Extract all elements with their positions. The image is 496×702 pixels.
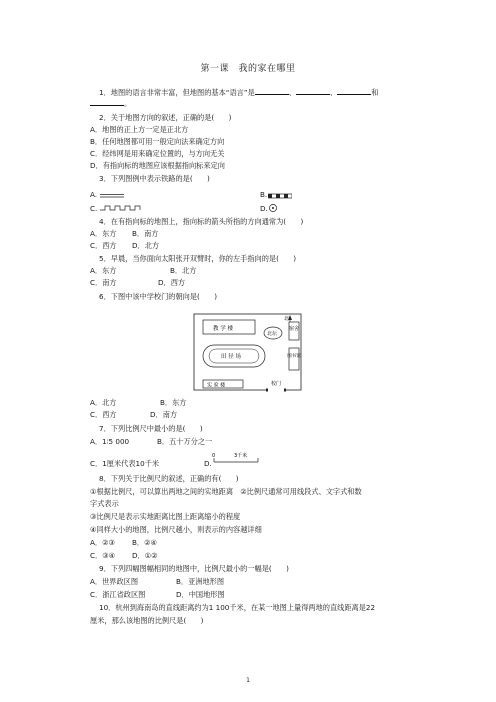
q3-option-b[interactable] [260, 190, 267, 199]
q2-option-a[interactable]: A．地图的正上方一定是正北方 [90, 125, 189, 134]
q6-stem: 6．下图中该中学校门的朝向是( ) [99, 292, 217, 301]
legend-double-line-icon [100, 193, 124, 199]
q4-option-d[interactable]: D．北方 [132, 241, 160, 250]
q3-d-label: D. [260, 204, 268, 213]
line-scale-bar-icon [212, 450, 262, 466]
q6-option-c[interactable]: C．西方 [90, 410, 117, 419]
q2-option-b[interactable]: B．任何地图都可用一般定向法来确定方向 [90, 137, 225, 146]
q8-option-a[interactable]: A．②③ [90, 538, 115, 547]
scale-distance-label: 3千米 [234, 453, 248, 459]
q1-sep: 、 [329, 88, 338, 97]
q5-option-d[interactable]: D．西方 [158, 278, 186, 287]
q3-b-label: B. [260, 190, 268, 199]
dorm-label: 宿舍 [288, 326, 300, 332]
question-1 [99, 88, 378, 97]
q2-stem: 2．关于地图方向的叙述，正确的是( ) [99, 113, 232, 122]
q5-option-b[interactable]: B．北方 [170, 266, 197, 275]
q8-statement-3: ③比例尺是表示实地距离比图上距离缩小的程度 [90, 512, 241, 521]
q6-option-a[interactable]: A．北方 [90, 398, 117, 407]
q1-end: 。 [124, 99, 132, 108]
q7-option-a[interactable]: A．1∶5 000 [90, 437, 130, 446]
q4-option-b[interactable]: B．南方 [132, 229, 159, 238]
railway-legend-icon [268, 193, 292, 199]
q9-option-a[interactable]: A．世界政区图 [90, 577, 139, 586]
q9-stem: 9．下列四幅图幅相同的地图中，比例尺最小的一幅是( ) [99, 564, 289, 573]
q5-option-a[interactable]: A．东方 [90, 266, 117, 275]
q1-blank-1[interactable] [255, 88, 289, 95]
q3-option-a[interactable] [90, 190, 97, 199]
scale-zero-label: 0 [212, 453, 216, 459]
q1-blank-2[interactable] [296, 88, 330, 95]
q10-stem-line-1: 10．杭州到海南岛的直线距离约为1 100千米，在某一地图上量得两地的直线距离是22 [99, 603, 376, 612]
q7-option-d[interactable] [204, 459, 212, 468]
q3-option-c[interactable] [90, 204, 97, 213]
teaching-building-label: 教 学 楼 [213, 326, 233, 332]
q3-a-label: A. [90, 190, 98, 199]
q7-option-b[interactable]: B．五十万分之一 [157, 437, 213, 446]
q8-statement-2-cont: 字式表示 [90, 499, 119, 508]
q8-option-d[interactable]: D．①② [132, 551, 158, 560]
q1-sep: 、 [288, 88, 296, 97]
q6-option-b[interactable]: B．东方 [160, 398, 187, 407]
page-title: 第一课 我的家在哪里 [200, 64, 296, 74]
q5-option-c[interactable]: C．南方 [90, 278, 117, 287]
forum-label: 北坛 [267, 331, 278, 337]
q9-option-b[interactable]: B．亚洲地形图 [176, 577, 225, 586]
library-label: 图书馆 [287, 354, 301, 359]
wall-boundary-legend-icon [100, 204, 142, 213]
q10-stem-line-2: 厘米，那么该地图的比例尺是( ) [90, 616, 204, 625]
page-number: 1 [246, 677, 250, 684]
q6-option-d[interactable]: D．南方 [150, 410, 178, 419]
school-map-figure [193, 312, 303, 392]
q4-option-a[interactable]: A．东方 [90, 229, 117, 238]
q8-option-c[interactable]: C．③④ [90, 551, 116, 560]
q9-option-d[interactable]: D．中国地形图 [176, 590, 225, 599]
q9-option-c[interactable]: C．浙江省政区图 [90, 590, 146, 599]
q8-statement-4: ④同样大小的地图，比例尺越小，则表示的内容越详细 [90, 525, 262, 534]
q7-option-c[interactable]: C．1厘米代表10千米 [90, 459, 160, 468]
q1-text: 1．地图的语言非常丰富，但地图的基本“语言”是 [99, 88, 255, 97]
q8-statement-1-2: ①根据比例尺，可以算出两地之间的实地距离 ②比例尺通常可用线段式、文字式和数 [90, 487, 362, 496]
q7-d-label: D. [204, 459, 212, 468]
q2-option-d[interactable]: D．有指向标的地图应该根据指向标来定向 [90, 161, 225, 170]
q5-stem: 5．早晨，当你面向太阳张开双臂时，你的左手指向的是( ) [99, 254, 297, 263]
q4-stem: 4．在有指向标的地图上，指向标的箭头所指的方向通常为( ) [99, 217, 304, 226]
q3-option-d[interactable] [260, 204, 268, 213]
q4-option-c[interactable]: C．西方 [90, 241, 117, 250]
library-building [289, 348, 299, 370]
q2-option-c[interactable]: C．经纬网是用来确定位置的，与方向无关 [90, 149, 225, 158]
q1-line-2 [90, 99, 131, 108]
q3-c-label: C. [90, 204, 98, 213]
q3-stem: 3．下列图例中表示铁路的是( ) [99, 174, 210, 183]
lab-building-label: 实 验 楼 [207, 382, 226, 389]
track-field-label: 田 径 场 [221, 354, 241, 360]
q1-and: 和 [371, 88, 379, 97]
q8-option-b[interactable]: B．②④ [132, 538, 158, 547]
q8-stem: 8．下列关于比例尺的叙述，正确的有( ) [99, 474, 239, 483]
q1-blank-4[interactable] [90, 99, 124, 106]
q7-stem: 7．下列比例尺中最小的是( ) [99, 424, 203, 433]
north-label: 北 [284, 316, 290, 322]
gate-label: 校门 [271, 381, 282, 387]
q1-blank-3[interactable] [337, 88, 371, 95]
circle-dot-legend-icon [268, 203, 278, 213]
